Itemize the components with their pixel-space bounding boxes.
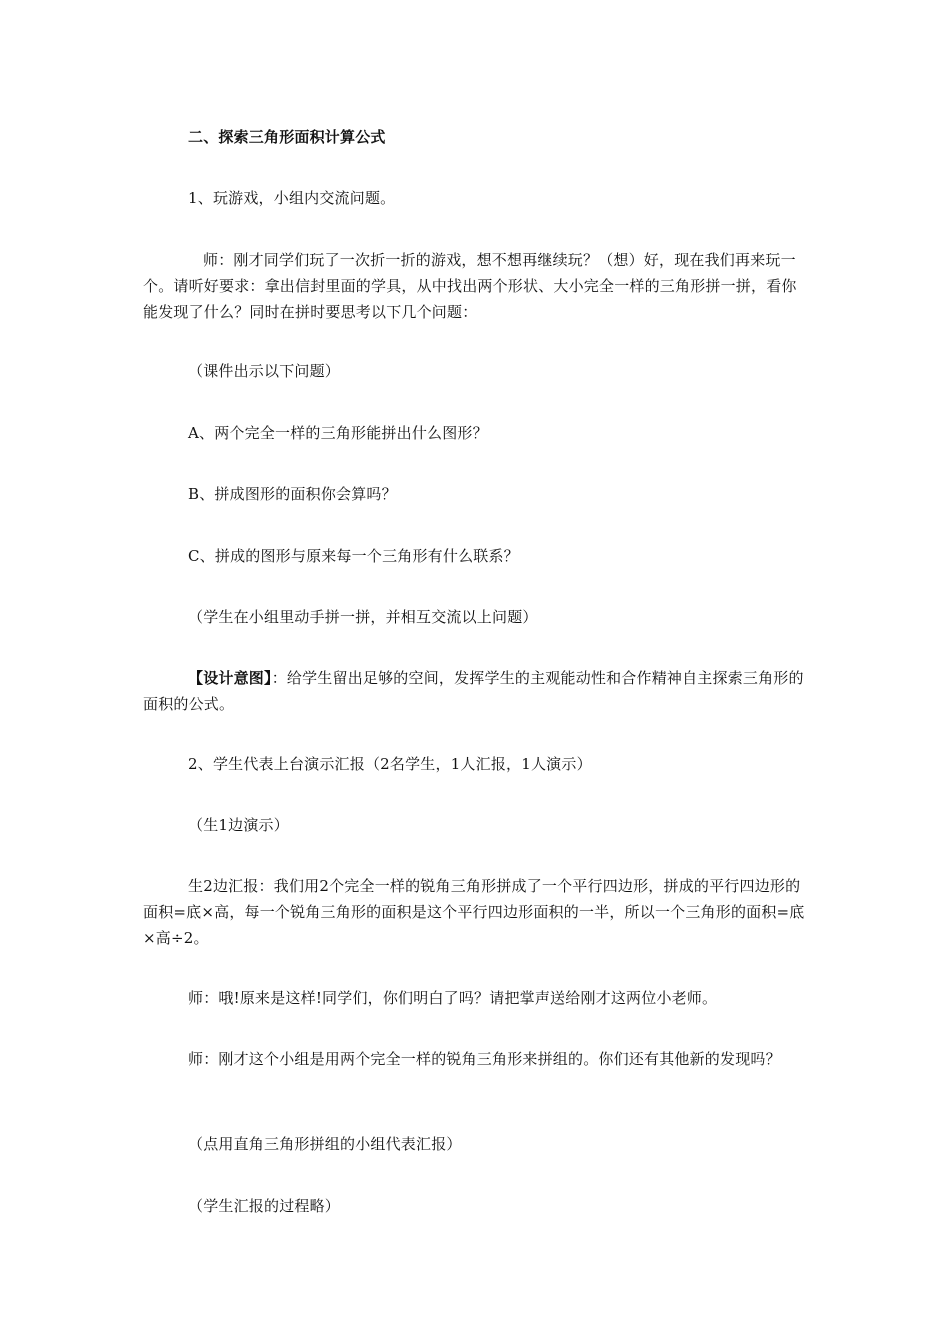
paragraph-7: （学生在小组里动手拼一拼，并相互交流以上问题） [188,608,538,626]
question-b: B、拼成图形的面积你会算吗？ [188,485,397,503]
paragraph-14: （点用直角三角形拼组的小组代表汇报） [188,1135,462,1153]
paragraph-9: 2、学生代表上台演示汇报（2名学生，1人汇报，1人演示） [188,755,592,773]
question-a: A、两个完全一样的三角形能拼出什么图形？ [188,424,488,442]
design-intent-label: 【设计意图】 [188,669,272,687]
paragraph-12: 师：哦!原来是这样!同学们，你们明白了吗？请把掌声送给刚才这两位小老师。 [188,989,718,1007]
section-heading: 二、探索三角形面积计算公式 [188,128,386,146]
question-c: C、拼成的图形与原来每一个三角形有什么联系？ [188,547,519,565]
paragraph-3: （课件出示以下问题） [188,362,341,380]
design-intent-text: ：给学生留出足够的空间，发挥学生的主观能动性和合作精神自主探索三角形的面积的公式。 [143,669,804,713]
paragraph-10: （生1边演示） [188,816,289,834]
design-intent-paragraph [143,665,811,717]
paragraph-15: （学生汇报的过程略） [188,1197,341,1215]
paragraph-1: 1、玩游戏，小组内交流问题。 [188,189,396,207]
paragraph-11: 生2边汇报：我们用2个完全一样的锐角三角形拼成了一个平行四边形，拼成的平行四边形的面积=底×高，每一个锐角三角形的面积是这个平行四边形面积的一半，所以一个三角形的面积=底×高÷2。 [143,877,805,947]
paragraph-13: 师：刚才这个小组是用两个完全一样的锐角三角形来拼组的。你们还有其他新的发现吗？ [188,1050,781,1068]
paragraph-2: 师：刚才同学们玩了一次折一折的游戏，想不想再继续玩？（想）好，现在我们再来玩一个。请听好要求：拿出信封里面的学具，从中找出两个形状、大小完全一样的三角形拼一拼，看你能发现了什么？同时在拼时要思考以下几个问题： [143,251,797,321]
